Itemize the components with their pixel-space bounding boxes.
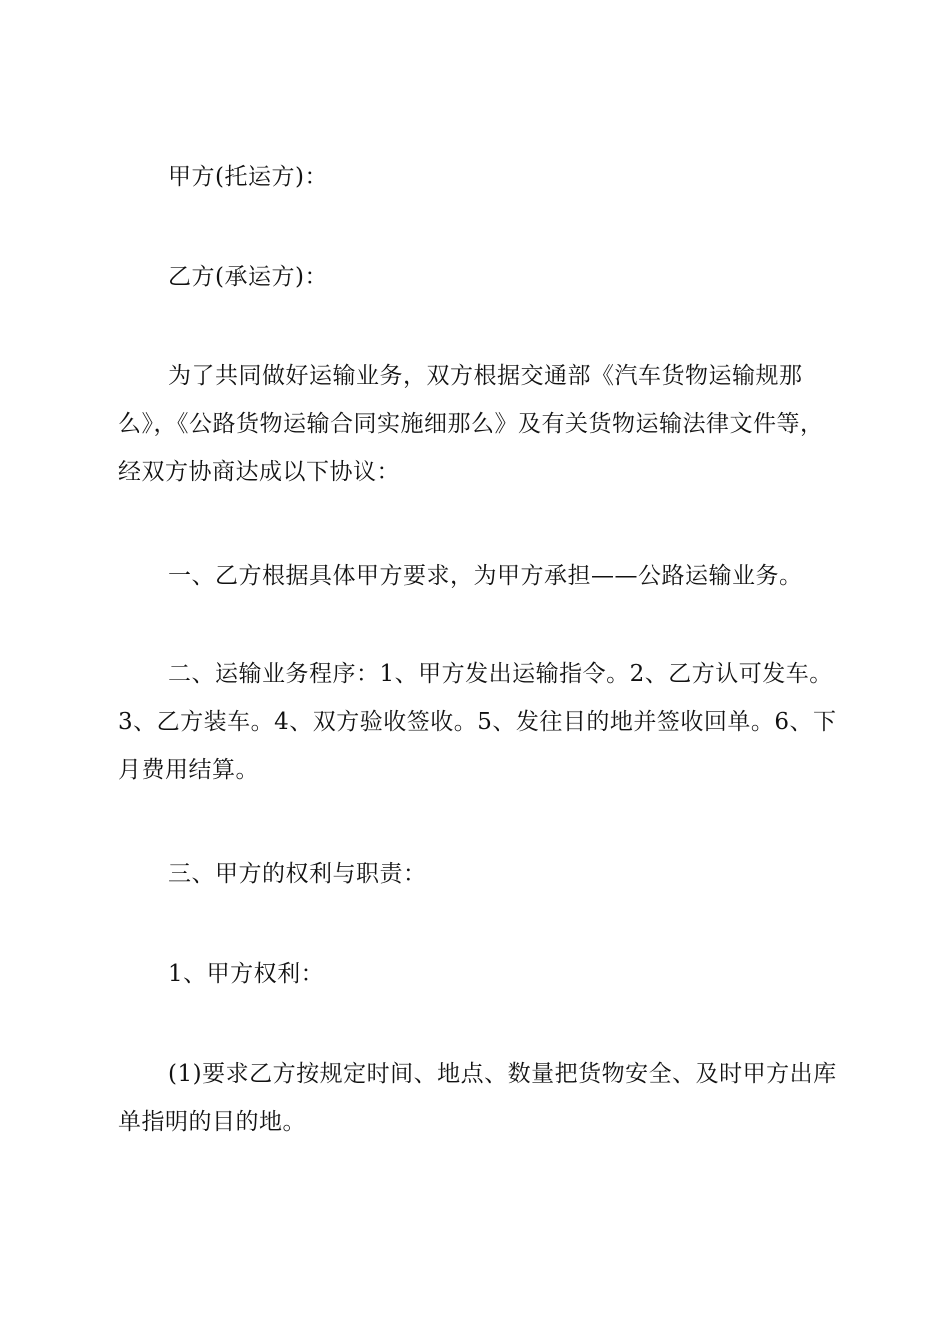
- party-a-right-item-1: (1)要求乙方按规定时间、地点、数量把货物安全、及时甲方出库单指明的目的地。: [118, 1061, 837, 1135]
- party-a-rights-heading: 1、甲方权利：: [168, 961, 325, 987]
- clause-two: 二、运输业务程序：1、甲方发出运输指令。2、乙方认可发车。3、乙方装车。4、双方验收签收。5、发往目的地并签收回单。6、下月费用结算。: [118, 661, 837, 783]
- clause-one: 一、乙方根据具体甲方要求，为甲方承担——公路运输业务。: [168, 563, 803, 589]
- preamble-paragraph: 为了共同做好运输业务，双方根据交通部《汽车货物运输规那么》，《公路货物运输合同实施细那么》及有关货物运输法律文件等，经双方协商达成以下协议：: [118, 363, 824, 485]
- party-a-line: 甲方(托运方)：: [168, 164, 328, 190]
- party-b-line: 乙方(承运方)：: [168, 264, 328, 290]
- clause-three-heading: 三、甲方的权利与职责：: [168, 861, 427, 887]
